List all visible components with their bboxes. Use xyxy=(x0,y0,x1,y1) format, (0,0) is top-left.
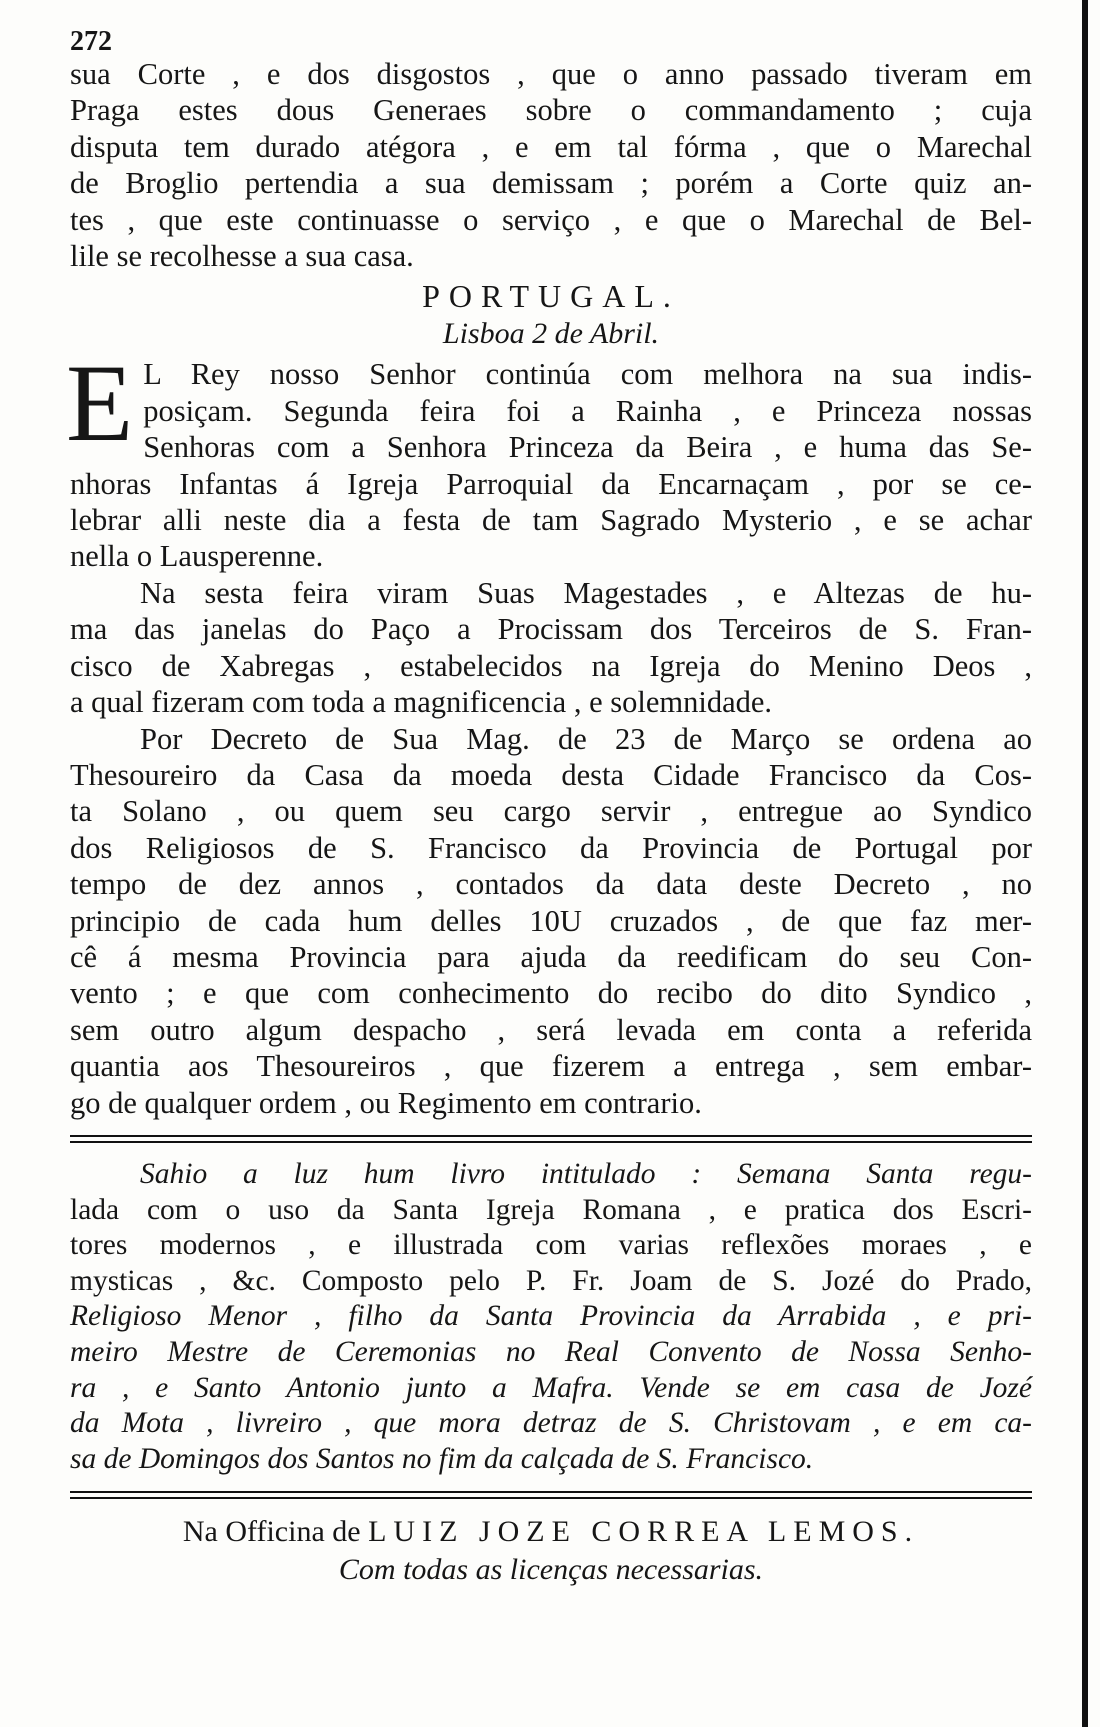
dateline: Lisboa 2 de Abril. xyxy=(442,317,660,351)
text-line: posiçam. Segunda feira foi a Rainha , e Princeza nossas xyxy=(143,393,1032,428)
book-notice xyxy=(70,1157,1032,1477)
text-line: sa de Domingos dos Santos no fim da calçada de S. Francisco. xyxy=(70,1442,814,1475)
text-line: L Rey nosso Senhor continúa com melhora na sua indis- xyxy=(143,357,1032,392)
drop-cap: E xyxy=(66,342,134,465)
text-line: Thesoureiro da Casa da moeda desta Cidade Francisco da Cos- xyxy=(70,757,1032,792)
text-line: Senhoras com a Senhora Princeza da Beira , e huma das Se- xyxy=(143,430,1032,465)
text-line: tores modernos , e illustrada com varias reflexões moraes , e xyxy=(70,1229,1032,1262)
text-line: vento ; e que com conhecimento do recibo do dito Syndico , xyxy=(70,976,1032,1011)
text-line: ta Solano , ou quem seu cargo servir , entregue ao Syndico xyxy=(70,794,1032,829)
paragraph-3 xyxy=(70,721,1032,1121)
text-line: tes , que este continuasse o serviço , e que o Marechal de Bel- xyxy=(70,202,1032,237)
page-number: 272 xyxy=(70,26,112,57)
text-line: Religioso Menor , filho da Santa Provincia da Arrabida , e pri- xyxy=(70,1300,1032,1333)
text-line: Na sesta feira viram Suas Magestades , e Altezas de hu- xyxy=(140,575,1032,610)
text-line: Sahio a luz hum livro intitulado : Semana Santa regu- xyxy=(140,1157,1032,1190)
text-line: cisco de Xabregas , estabelecidos na Igreja do Menino Deos , xyxy=(70,648,1032,683)
text-line: tempo de dez annos , contados da data deste Decreto , no xyxy=(70,867,1032,902)
printer-prefix: Na Officina de xyxy=(182,1515,361,1549)
text-line: Por Decreto de Sua Mag. de 23 de Março se ordena ao xyxy=(140,721,1032,756)
text-line: de Broglio pertendia a sua demissam ; porém a Corte quiz an- xyxy=(70,166,1032,201)
divider-rule xyxy=(70,1491,1032,1493)
text-line: dos Religiosos de S. Francisco da Provincia de Portugal por xyxy=(70,830,1032,865)
text-line: Praga estes dous Generaes sobre o commandamento ; cuja xyxy=(70,93,1032,128)
top-paragraph xyxy=(70,56,1032,274)
section-title: PORTUGAL. xyxy=(422,278,680,315)
licence-line: Com todas as licenças necessarias. xyxy=(338,1553,764,1587)
text-line: mysticas , &c. Composto pelo P. Fr. Joam de S. Jozé do Prado, xyxy=(70,1264,1032,1297)
text-line: quantia aos Thesoureiros , que fizerem a entrega , sem embar- xyxy=(70,1049,1032,1084)
paragraph-2 xyxy=(70,575,1032,721)
divider-rule xyxy=(70,1141,1032,1143)
text-line: nella o Lausperenne. xyxy=(70,539,324,574)
text-line: disputa tem durado atégora , e em tal fórma , que o Marechal xyxy=(70,129,1032,164)
printer-name: LUIZ JOZE CORREA LEMOS. xyxy=(368,1515,920,1549)
text-line: cê á mesma Provincia para ajuda da reedificam do seu Con- xyxy=(70,939,1032,974)
paragraph-1 xyxy=(66,342,1032,574)
divider-rule xyxy=(70,1497,1032,1499)
printer-imprint xyxy=(70,1513,1032,1551)
divider-rule xyxy=(70,1135,1032,1137)
text-column xyxy=(66,56,1032,1589)
text-line: principio de cada hum delles 10U cruzados , de que faz mer- xyxy=(70,903,1032,938)
text-line: da Mota , livreiro , que mora detraz de S. Christovam , e em ca- xyxy=(70,1407,1032,1440)
text-line: sua Corte , e dos disgostos , que o anno passado tiveram em xyxy=(70,57,1032,91)
text-line: ma das janelas do Paço a Procissam dos Terceiros de S. Fran- xyxy=(70,612,1032,647)
text-line: a qual fizeram com toda a magnificencia , e solemnidade. xyxy=(70,685,773,720)
text-line: sem outro algum despacho , será levada em conta a referida xyxy=(70,1012,1032,1047)
text-line: meiro Mestre de Ceremonias no Real Convento de Nossa Senho- xyxy=(70,1335,1032,1368)
text-line: lada com o uso da Santa Igreja Romana , e pratica dos Escri- xyxy=(70,1193,1032,1226)
page-edge-shadow xyxy=(1082,0,1088,1727)
text-line: nhoras Infantas á Igreja Parroquial da Encarnaçam , por se ce- xyxy=(70,466,1032,501)
text-line: go de qualquer ordem , ou Regimento em contrario. xyxy=(70,1085,702,1120)
text-line: ra , e Santo Antonio junto a Mafra. Vende se em casa de Jozé xyxy=(70,1371,1032,1404)
text-line: lile se recolhesse a sua casa. xyxy=(70,239,414,274)
text-line: lebrar alli neste dia a festa de tam Sagrado Mysterio , e se achar xyxy=(70,503,1032,538)
